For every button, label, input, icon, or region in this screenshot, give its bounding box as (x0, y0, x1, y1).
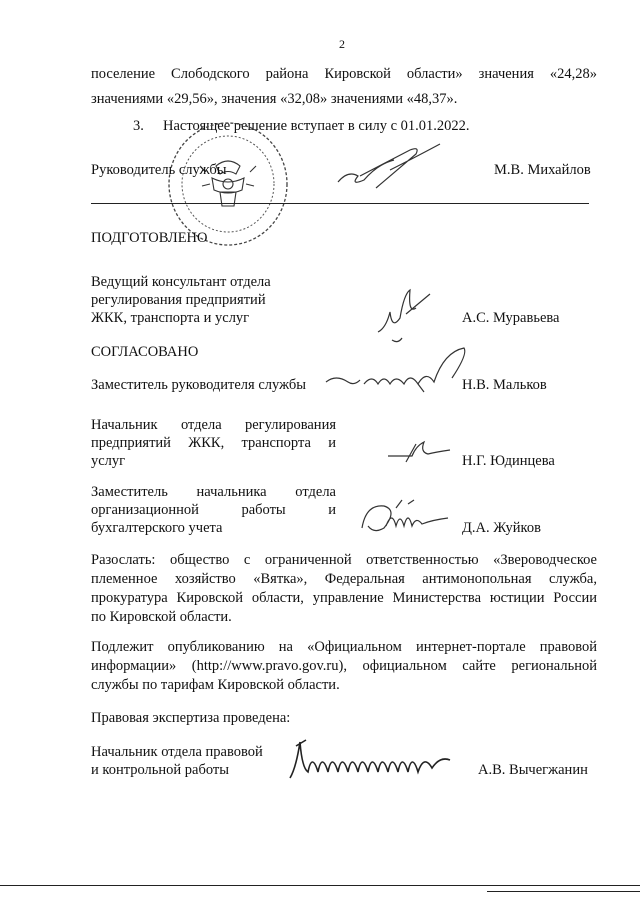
distribution-line: племенное хозяйство «Вятка», Федеральная антимонопольная служба, (91, 571, 597, 587)
publication-line: службы по тарифам Кировской области. (91, 677, 340, 693)
publication-line: информации» (http://www.pravo.gov.ru), официальном сайте региональной (91, 658, 597, 674)
agreed-heading: СОГЛАСОВАНО (91, 344, 199, 360)
footer-line (0, 885, 640, 886)
distribution-line: по Кировской области. (91, 609, 232, 625)
paragraph-line: поселение Слободского района Кировской области» значения «24,28» (91, 66, 597, 82)
signer-name: Н.В. Мальков (462, 377, 547, 393)
prepared-heading: ПОДГОТОВЛЕНО (91, 230, 208, 246)
signer-position-line: организационной работы и (91, 502, 336, 518)
item-text: Настоящее решение вступает в силу с 01.01.2022. (163, 118, 470, 134)
divider-line (91, 203, 589, 204)
publication-line: Подлежит опубликованию на «Официальном интернет-портале правовой (91, 639, 597, 655)
head-handwritten-signature (330, 140, 450, 190)
signer-handwritten-signature (356, 498, 466, 538)
distribution-line: прокуратура Кировской области, управление Министерства юстиции России (91, 590, 597, 606)
signer-position-line: Начальник отдела регулирования (91, 417, 336, 433)
signer-name: Д.А. Жуйков (462, 520, 541, 536)
legal-review-name: А.В. Вычегжанин (478, 762, 588, 778)
head-position: Руководитель службы (91, 162, 227, 178)
legal-review-position-line: Начальник отдела правовой (91, 744, 263, 760)
page-number: 2 (339, 37, 345, 51)
signer-position-line: услуг (91, 453, 126, 469)
item-number: 3. (133, 118, 144, 134)
signer-handwritten-signature (384, 436, 454, 466)
prepared-position-line: регулирования предприятий (91, 292, 266, 308)
legal-review-handwritten-signature (286, 736, 472, 784)
head-name: М.В. Михайлов (494, 162, 591, 178)
signer-position-line: Заместитель руководителя службы (91, 377, 307, 393)
signer-position-line: бухгалтерского учета (91, 520, 223, 536)
prepared-name: А.С. Муравьева (462, 310, 560, 326)
paragraph-line: значениями «29,56», значения «32,08» значениями «48,37». (91, 91, 458, 107)
prepared-position-line: Ведущий консультант отдела (91, 274, 271, 290)
footer-line-short (487, 891, 640, 892)
prepared-position-line: ЖКК, транспорта и услуг (91, 310, 250, 326)
distribution-line: Разослать: общество с ограниченной ответственностью «Звероводческое (91, 552, 597, 568)
signer-name: Н.Г. Юдинцева (462, 453, 555, 469)
legal-review-position-line: и контрольной работы (91, 762, 229, 778)
prepared-handwritten-signature (372, 288, 442, 348)
legal-review-heading: Правовая экспертиза проведена: (91, 710, 291, 726)
signer-position-line: предприятий ЖКК, транспорта и (91, 435, 336, 451)
signer-position-line: Заместитель начальника отдела (91, 484, 336, 500)
